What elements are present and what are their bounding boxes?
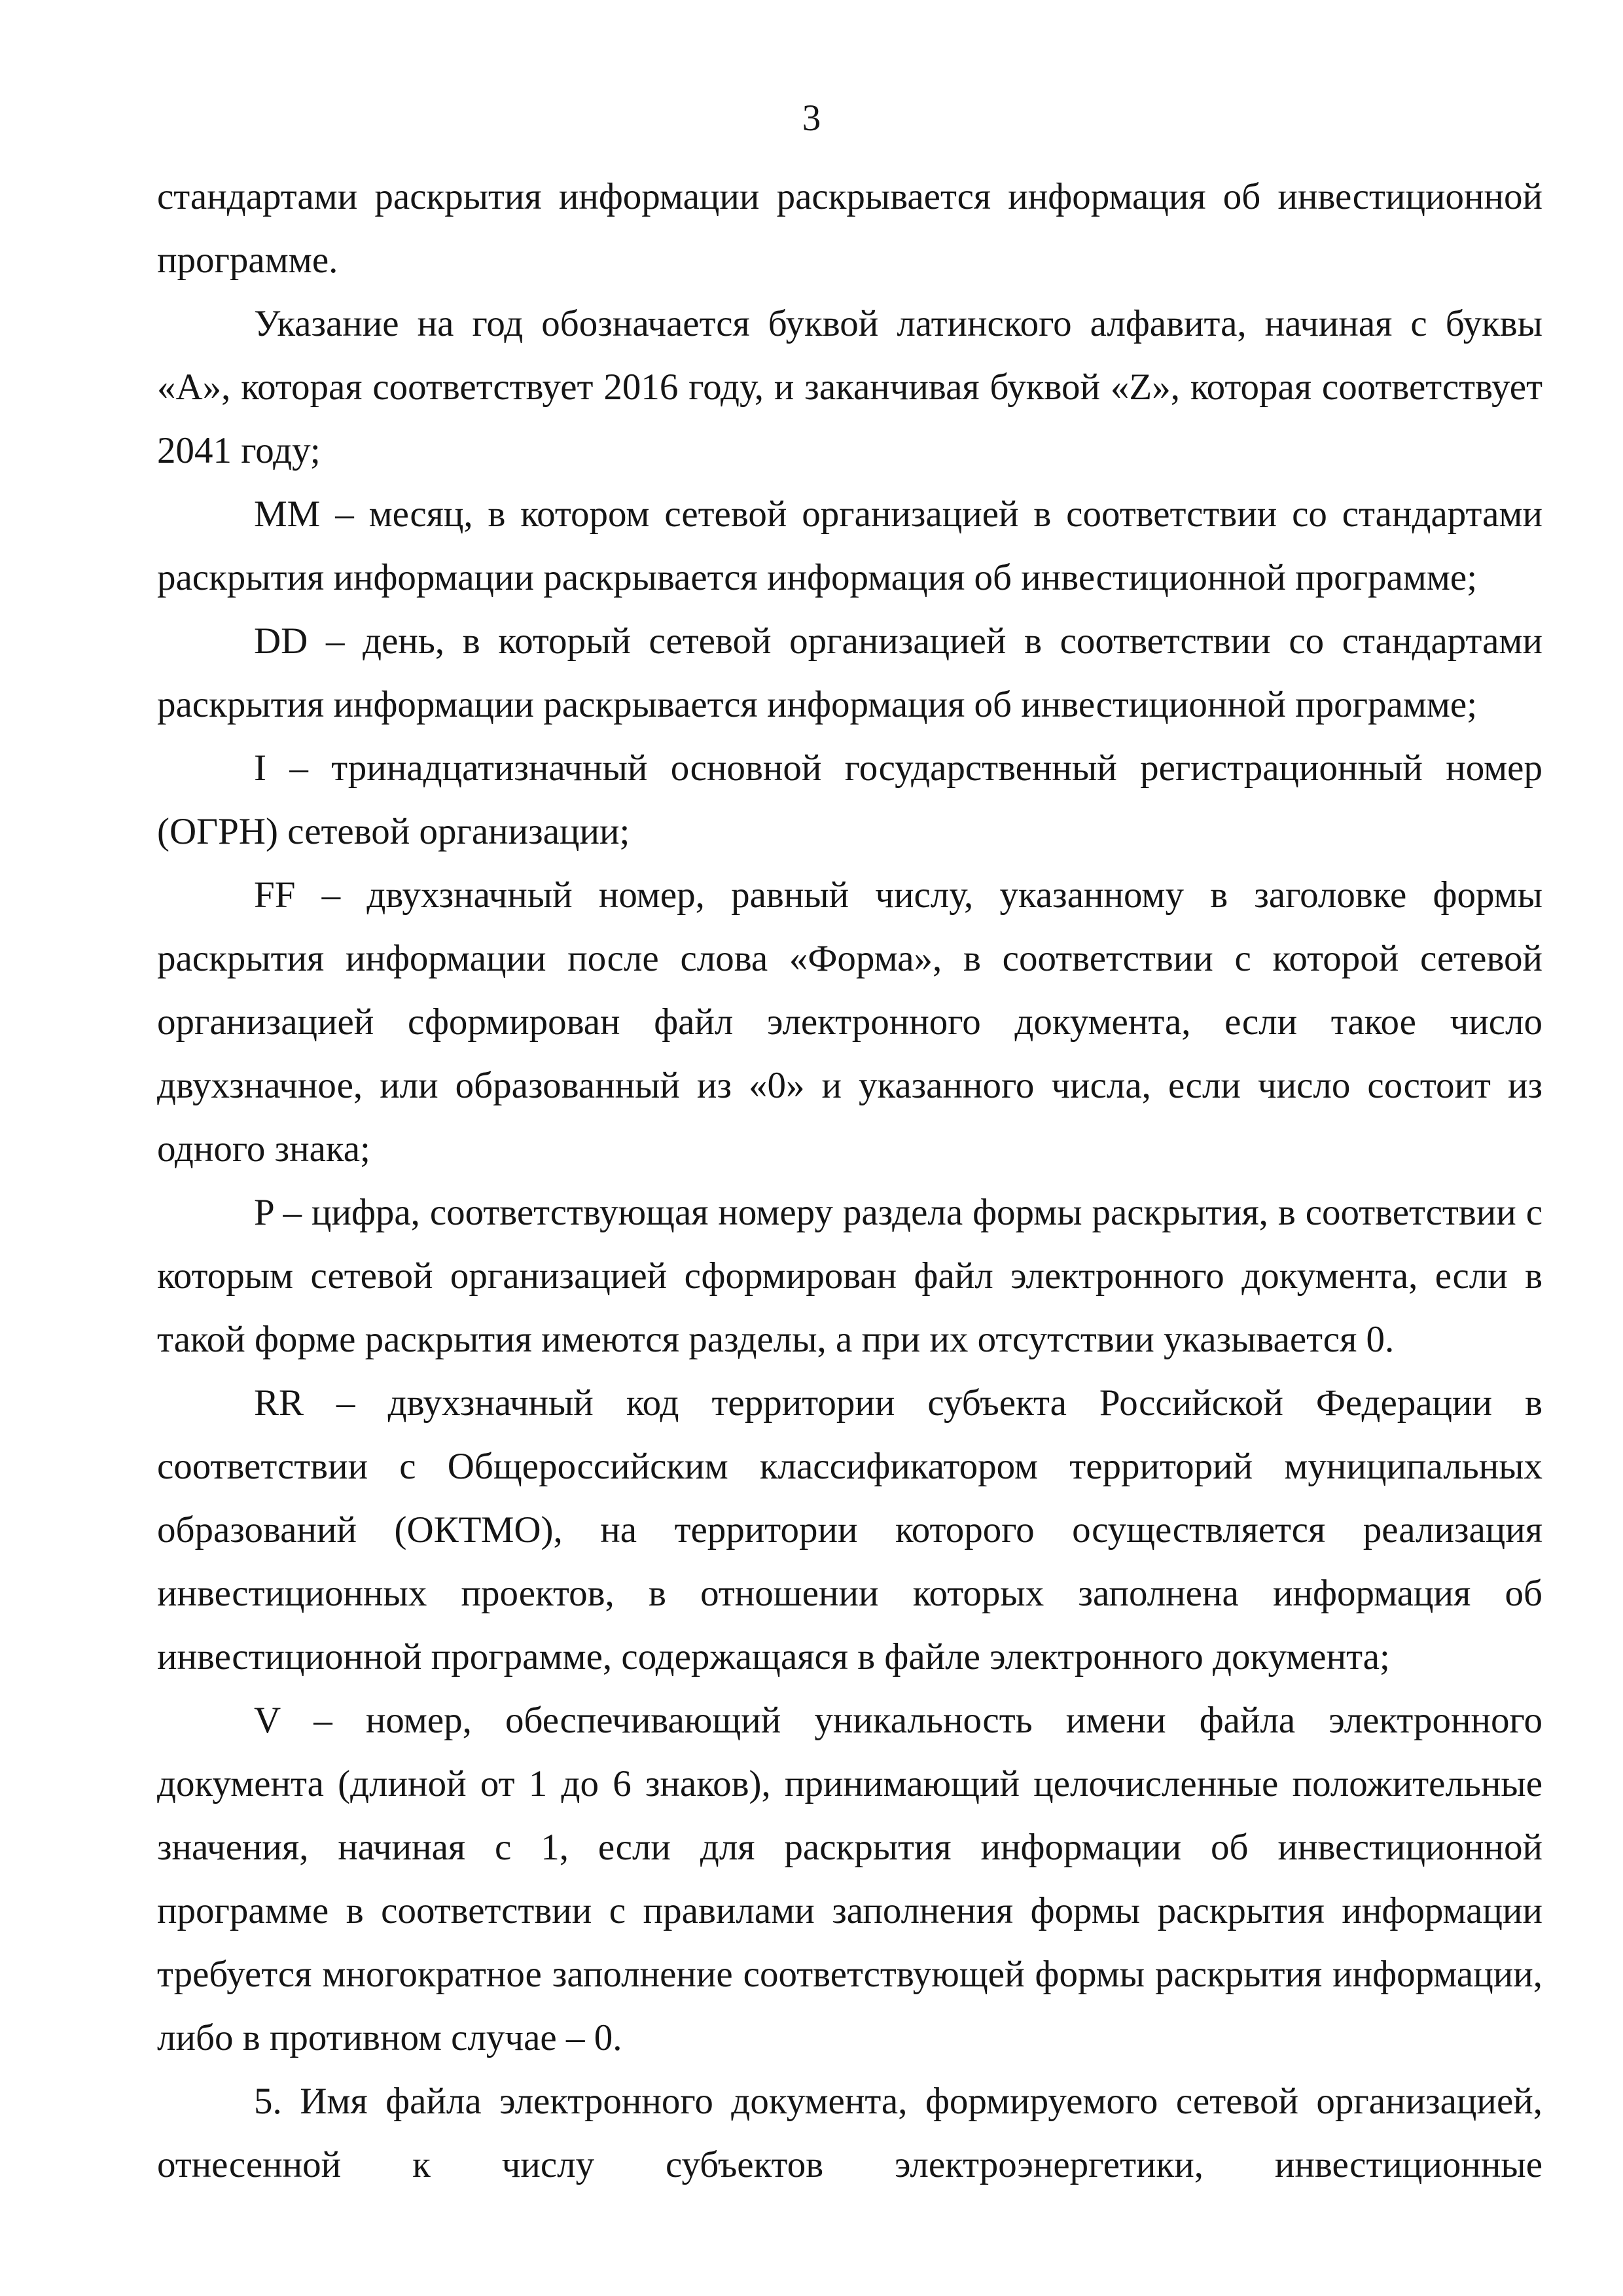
paragraph-month: MM – месяц, в котором сетевой организацией в соответствии со стандартами раскрытия информации раскрывается информация об инвестиционной программе; <box>157 493 1543 598</box>
paragraph-day: DD – день, в который сетевой организацией в соответствии со стандартами раскрытия информации раскрывается информация об инвестиционной программе; <box>157 620 1543 725</box>
page-number: 3 <box>802 98 821 139</box>
document-body <box>157 165 1543 2197</box>
paragraph-section-digit: P – цифра, соответствующая номеру раздела формы раскрытия, в соответствии с которым сетевой организацией сформирован файл электронного документа, если в такой форме раскрытия имеются разделы, а при их отсутствии указывается 0. <box>157 1192 1543 1360</box>
paragraph-unique-number: V – номер, обеспечивающий уникальность имени файла электронного документа (длиной от 1 до 6 знаков), принимающий целочисленные положительные значения, начиная с 1, если для раскрытия информации об инвестиционной программе в соответствии с правилами заполнения формы раскрытия информации требуется многократное заполнение соответствующей формы раскрытия информации, либо в противном случае – 0. <box>157 1700 1543 2058</box>
paragraph-region-code: RR – двухзначный код территории субъекта Российской Федерации в соответствии с Общероссийским классификатором территорий муниципальных образований (ОКТМО), на территории которого осуществляется реализация инвестиционных проектов, в отношении которых заполнена информация об инвестиционной программе, содержащаяся в файле электронного документа; <box>157 1382 1543 1677</box>
paragraph-ogrn: I – тринадцатизначный основной государственный регистрационный номер (ОГРН) сетевой организации; <box>157 747 1543 852</box>
paragraph-year-letter: Указание на год обозначается буквой латинского алфавита, начиная с буквы «A», которая соответствует 2016 году, и заканчивая буквой «Z», которая соответствует 2041 году; <box>157 303 1543 471</box>
paragraph-item-5: 5. Имя файла электронного документа, формируемого сетевой организацией, отнесенной к числу субъектов электроэнергетики, инвестиционные <box>157 2081 1543 2185</box>
paragraph-form-number: FF – двухзначный номер, равный числу, указанному в заголовке формы раскрытия информации после слова «Форма», в соответствии с которой сетевой организацией сформирован файл электронного документа, если такое число двухзначное, или образованный из «0» и указанного числа, если число состоит из одного знака; <box>157 874 1543 1170</box>
paragraph-continuation: стандартами раскрытия информации раскрывается информация об инвестиционной программе. <box>157 176 1543 281</box>
